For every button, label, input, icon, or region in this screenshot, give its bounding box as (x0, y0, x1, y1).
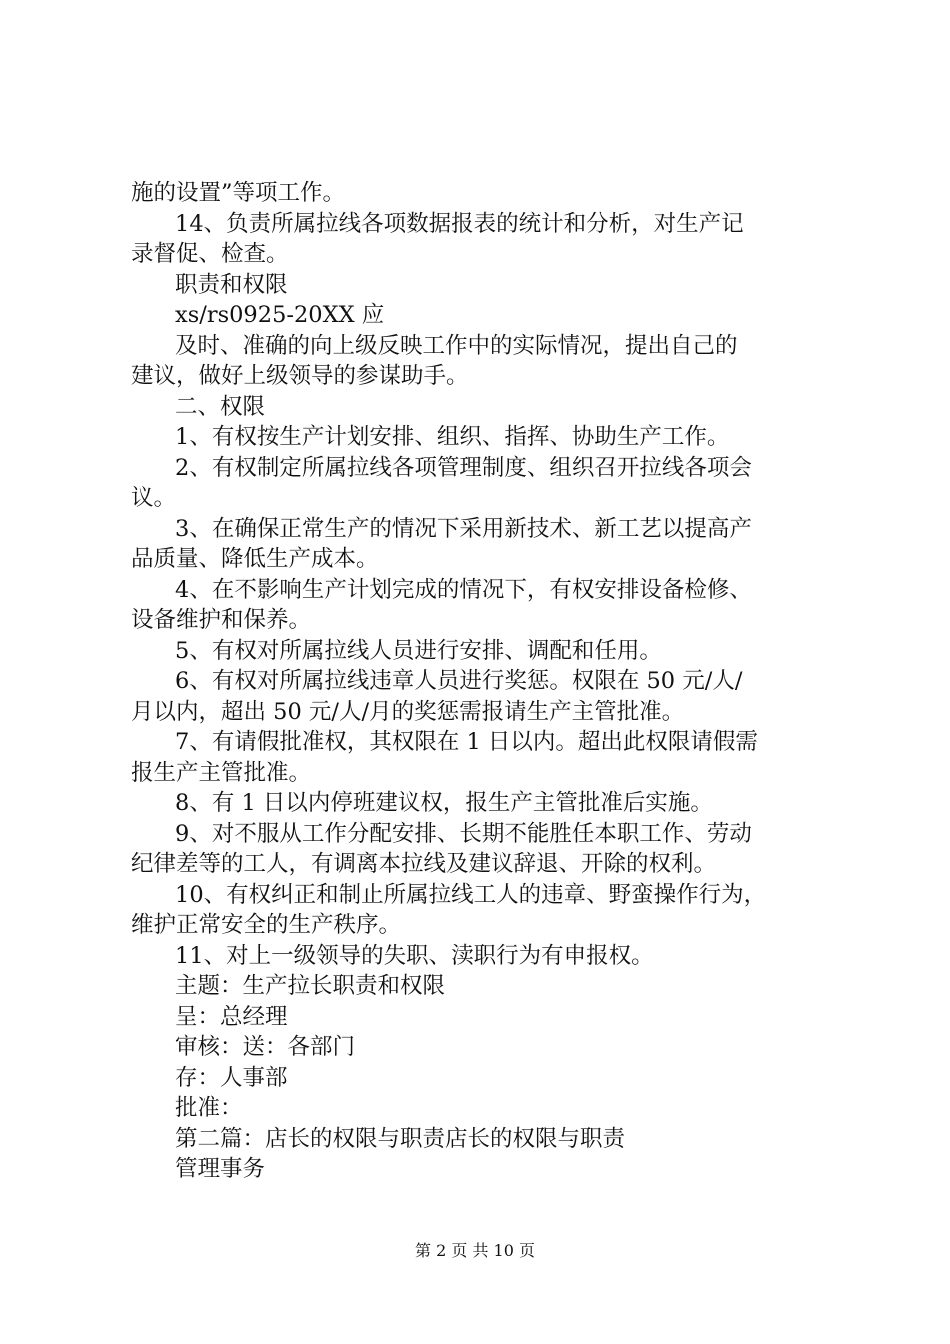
text-line: xs/rs0925-20XX 应 (175, 302, 385, 328)
text-line: 报生产主管批准。 (131, 760, 312, 786)
text-line: 14、负责所属拉线各项数据报表的统计和分析，对生产记 (175, 211, 744, 237)
text-line: 及时、准确的向上级反映工作中的实际情况，提出自己的 (175, 333, 738, 359)
text-line: 施的设置”等项工作。 (131, 180, 346, 206)
text-line: 存：人事部 (175, 1065, 288, 1091)
text-line: 10、有权纠正和制止所属拉线工人的违章、野蛮操作行为， (175, 882, 767, 908)
text-line: 7、有请假批准权，其权限在 1 日以内。超出此权限请假需 (175, 729, 758, 755)
text-line: 批准： (175, 1095, 243, 1121)
text-line: 月以内，超出 50 元/人/月的奖惩需报请生产主管批准。 (131, 699, 685, 725)
section-heading: 第二篇：店长的权限与职责店长的权限与职责 (175, 1126, 626, 1152)
text-line: 纪律差等的工人，有调离本拉线及建议辞退、开除的权利。 (131, 851, 717, 877)
text-line: 3、在确保正常生产的情况下采用新技术、新工艺以提高产 (175, 516, 752, 542)
section-heading: 二、权限 (175, 394, 266, 420)
text-line: 品质量、降低生产成本。 (131, 546, 379, 572)
text-line: 录督促、检查。 (131, 241, 289, 267)
text-line: 管理事务 (175, 1156, 266, 1182)
text-line: 议。 (131, 485, 177, 511)
text-line: 建议，做好上级领导的参谋助手。 (131, 363, 469, 389)
text-line: 维护正常安全的生产秩序。 (131, 912, 402, 938)
text-line: 5、有权对所属拉线人员进行安排、调配和任用。 (175, 638, 662, 664)
text-line: 6、有权对所属拉线违章人员进行奖惩。权限在 50 元/人/ (175, 668, 743, 694)
text-line: 4、在不影响生产计划完成的情况下，有权安排设备检修、 (175, 577, 752, 603)
text-line: 8、有 1 日以内停班建议权，报生产主管批准后实施。 (175, 790, 713, 816)
text-line: 主题：生产拉长职责和权限 (175, 973, 446, 999)
text-line: 设备维护和保养。 (131, 607, 312, 633)
page-number-footer: 第 2 页 共 10 页 (415, 1241, 535, 1260)
text-line: 审核：送：各部门 (175, 1034, 356, 1060)
text-line: 呈：总经理 (175, 1004, 288, 1030)
text-line: 2、有权制定所属拉线各项管理制度、组织召开拉线各项会 (175, 455, 752, 481)
text-line: 11、对上一级领导的失职、渎职行为有申报权。 (175, 943, 654, 969)
text-line: 1、有权按生产计划安排、组织、指挥、协助生产工作。 (175, 424, 730, 450)
text-line: 9、对不服从工作分配安排、长期不能胜任本职工作、劳动 (175, 821, 752, 847)
section-heading: 职责和权限 (175, 272, 288, 298)
